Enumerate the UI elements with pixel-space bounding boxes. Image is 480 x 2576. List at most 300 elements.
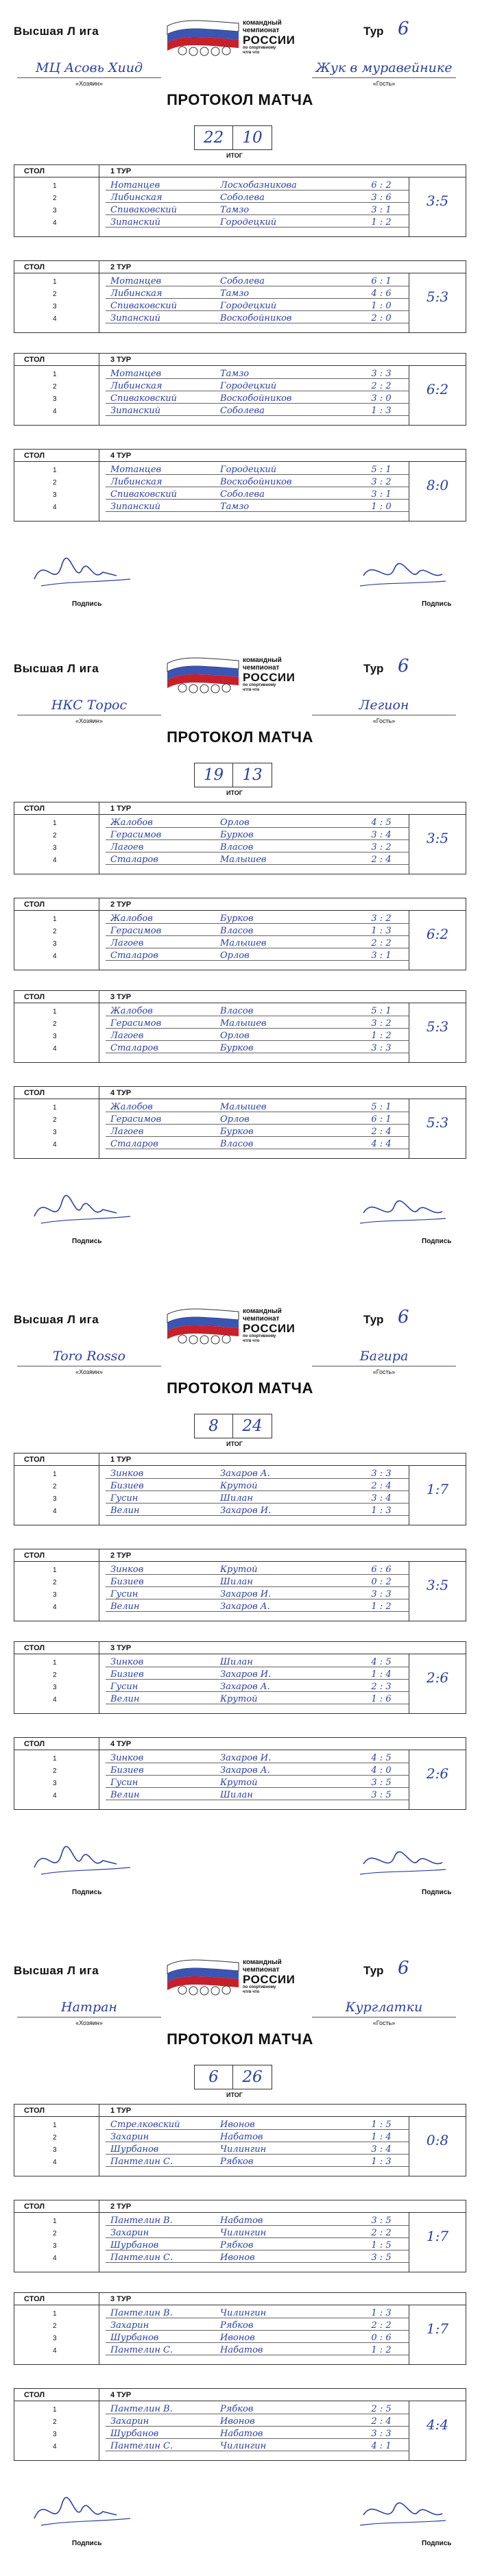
- round-label: 4 ТУР: [110, 1089, 132, 1097]
- table-number: 1: [53, 2310, 57, 2318]
- logo-caption: командный чемпионат РОССИИ по спортивному чтгв что: [243, 19, 296, 55]
- game-score: 1 : 2: [371, 217, 392, 228]
- round-table: [14, 802, 466, 874]
- table-row: [14, 2320, 466, 2332]
- game-score: 6 : 1: [371, 1114, 392, 1125]
- game-score: 4 : 4: [371, 1139, 392, 1149]
- guest-signature: [322, 1837, 459, 1905]
- game-score: 3 : 1: [371, 489, 392, 500]
- home-player: Шурбанов: [110, 2333, 159, 2343]
- table-column-header: СТОЛ: [24, 1644, 45, 1652]
- game-score: 2 : 5: [371, 2404, 392, 2414]
- game-score: 1 : 3: [371, 2308, 392, 2318]
- table-row: [14, 217, 466, 229]
- guest-player: Воскобойников: [220, 313, 292, 323]
- game-score: 3 : 3: [371, 1469, 392, 1479]
- table-number: 2: [53, 195, 57, 202]
- guest-player: Орлов: [220, 950, 250, 961]
- guest-player: Рябков: [220, 2157, 254, 2167]
- home-player: Велин: [110, 1694, 140, 1704]
- table-row: [14, 300, 466, 312]
- home-role: «Хозяин»: [75, 1369, 103, 1375]
- table-number: 1: [53, 916, 57, 923]
- home-player: Сталаров: [110, 855, 158, 865]
- game-score: 2 : 4: [371, 855, 392, 865]
- home-player: Зипанский: [110, 313, 160, 323]
- guest-team-name: Багира: [359, 1349, 409, 1364]
- table-row: [14, 368, 466, 380]
- table-row: [14, 1669, 466, 1681]
- round-label: 2 ТУР: [110, 2203, 132, 2211]
- home-player: Зипанский: [110, 406, 160, 416]
- home-player: Шурбанов: [110, 2144, 159, 2155]
- table-row: [14, 501, 466, 513]
- game-score: 1 : 0: [371, 301, 392, 311]
- table-row: [14, 405, 466, 417]
- table-number: 3: [53, 395, 57, 403]
- round-label: 1 ТУР: [110, 167, 132, 175]
- league-title: Высшая Л ига: [14, 1964, 99, 1977]
- game-score: 4 : 6: [371, 289, 392, 299]
- table-number: 4: [53, 219, 57, 227]
- guest-score: 13: [233, 763, 272, 787]
- table-row: [14, 1101, 466, 1114]
- home-player: Сталаров: [110, 1043, 158, 1053]
- guest-player: Набатов: [220, 2132, 263, 2142]
- guest-player: Малышев: [220, 1018, 267, 1029]
- guest-player: Тамзо: [220, 205, 250, 215]
- table-row: [14, 2403, 466, 2416]
- championship-logo: [162, 1302, 316, 1345]
- guest-player: Захаров И.: [220, 1669, 272, 1680]
- game-score: 3 : 3: [371, 1043, 392, 1053]
- guest-player: Захаров И.: [220, 1506, 272, 1516]
- home-team: [10, 1349, 168, 1377]
- table-column-header: СТОЛ: [24, 2203, 45, 2211]
- game-score: 5 : 1: [371, 1006, 392, 1016]
- table-row: [14, 275, 466, 288]
- game-score: 2 : 2: [371, 938, 392, 948]
- championship-logo: [162, 1953, 316, 1996]
- round-header: [14, 898, 466, 911]
- home-player: Гусин: [110, 1778, 139, 1788]
- table-row: [14, 1656, 466, 1669]
- table-column-header: СТОЛ: [24, 2391, 45, 2399]
- game-score: 4 : 1: [371, 2441, 392, 2451]
- round-total: 5:3: [426, 1018, 449, 1035]
- home-player: Бизиев: [110, 1765, 144, 1776]
- home-role: «Хозяин»: [75, 2020, 103, 2026]
- guest-player: Городецкий: [220, 465, 277, 475]
- guest-player: Власов: [220, 842, 254, 852]
- game-score: 4 : 5: [371, 818, 392, 828]
- game-score: 3 : 3: [371, 369, 392, 379]
- home-player: Жалобов: [110, 1006, 153, 1016]
- round-header: [14, 991, 466, 1003]
- home-player: Мотанцев: [110, 276, 162, 286]
- table-number: 4: [53, 2443, 57, 2451]
- table-number: 3: [53, 491, 57, 499]
- round-header: [14, 1453, 466, 1466]
- table-row: [14, 393, 466, 405]
- game-score: 1 : 5: [371, 2120, 392, 2130]
- table-number: 3: [53, 207, 57, 214]
- home-player: Пантелин С.: [110, 2345, 173, 2355]
- table-row: [14, 913, 466, 925]
- home-score: 8: [194, 1414, 233, 1438]
- table-number: 2: [53, 2418, 57, 2426]
- table-number: 3: [53, 1780, 57, 1787]
- home-player: Зинков: [110, 1469, 144, 1479]
- table-row: [14, 1030, 466, 1042]
- guest-player: Шилан: [220, 1577, 253, 1587]
- guest-player: Крутой: [220, 1778, 258, 1788]
- guest-team: [305, 60, 463, 89]
- home-player: Зинков: [110, 1657, 144, 1667]
- table-row: [14, 1588, 466, 1601]
- guest-player: Малышев: [220, 1102, 267, 1112]
- guest-team-name: Курглатки: [345, 2000, 423, 2015]
- table-row: [14, 464, 466, 476]
- logo-caption: командный чемпионат РОССИИ по спортивному чтгв что: [243, 657, 296, 692]
- table-row: [14, 925, 466, 937]
- home-signature: [27, 548, 165, 617]
- table-row: [14, 1601, 466, 1613]
- signature-scribble: [27, 548, 165, 603]
- match-protocol: [0, 637, 480, 1275]
- signature-scribble: [322, 1837, 459, 1891]
- game-score: 2 : 0: [371, 313, 392, 323]
- signature-label: Подпись: [72, 1238, 102, 1245]
- signature-scribble: [27, 2488, 165, 2542]
- round-total: 2:6: [426, 1669, 449, 1686]
- guest-player: Ивонов: [220, 2416, 255, 2427]
- table-number: 1: [53, 2218, 57, 2225]
- table-row: [14, 380, 466, 393]
- home-player: Бизиев: [110, 1577, 144, 1587]
- guest-player: Власов: [220, 926, 254, 936]
- table-number: 2: [53, 1767, 57, 1775]
- guest-player: Ивонов: [220, 2253, 255, 2263]
- table-row: [14, 312, 466, 325]
- table-row: [14, 2215, 466, 2227]
- game-score: 4 : 5: [371, 1657, 392, 1667]
- table-row: [14, 2240, 466, 2252]
- table-number: 3: [53, 940, 57, 948]
- tour-label: Тур: [363, 1964, 384, 1977]
- table-number: 1: [53, 2406, 57, 2414]
- table-number: 3: [53, 1591, 57, 1599]
- table-column-header: СТОЛ: [24, 452, 45, 460]
- game-score: 1 : 2: [371, 1031, 392, 1041]
- game-score: 1 : 3: [371, 2157, 392, 2167]
- championship-logo: [162, 14, 316, 56]
- guest-player: Набатов: [220, 2429, 263, 2439]
- match-protocol: [0, 0, 480, 637]
- round-total: 5:3: [426, 289, 449, 305]
- home-player: Велин: [110, 1506, 140, 1516]
- league-title: Высшая Л ига: [14, 662, 99, 675]
- signature-label: Подпись: [72, 1889, 102, 1896]
- round-header: [14, 2200, 466, 2213]
- table-column-header: СТОЛ: [24, 1740, 45, 1748]
- table-number: 4: [53, 504, 57, 511]
- guest-player: Захаров А.: [220, 1602, 270, 1612]
- guest-signature: [322, 2488, 459, 2556]
- signature-scribble: [27, 1186, 165, 1240]
- guest-player: Чилингин: [220, 2308, 267, 2318]
- total-label: ИТОГ: [226, 1440, 243, 1447]
- home-player: Жалобов: [110, 913, 153, 924]
- table-number: 2: [53, 383, 57, 391]
- home-team: [10, 698, 168, 726]
- table-number: 4: [53, 408, 57, 415]
- round-table: [14, 1641, 466, 1714]
- home-player: Мотанцев: [110, 465, 162, 475]
- round-table: [14, 2200, 466, 2272]
- game-score: 1 : 0: [371, 502, 392, 512]
- table-column-header: СТОЛ: [24, 993, 45, 1001]
- guest-player: Воскобойников: [220, 393, 292, 404]
- home-player: Лагоев: [110, 1127, 144, 1137]
- game-score: 2 : 4: [371, 2416, 392, 2427]
- game-score: 3 : 4: [371, 1493, 392, 1504]
- table-row: [14, 1765, 466, 1777]
- table-row: [14, 489, 466, 501]
- game-score: 0 : 6: [371, 2333, 392, 2343]
- round-table: [14, 1737, 466, 1810]
- table-column-header: СТОЛ: [24, 900, 45, 909]
- guest-player: Шилан: [220, 1493, 253, 1504]
- home-player: Спиваковский: [110, 301, 177, 311]
- table-number: 1: [53, 1104, 57, 1112]
- table-column-header: СТОЛ: [24, 356, 45, 364]
- table-row: [14, 829, 466, 842]
- home-player: Либинская: [110, 193, 163, 203]
- game-score: 6 : 2: [371, 180, 392, 191]
- table-row: [14, 1752, 466, 1765]
- guest-player: Орлов: [220, 818, 250, 828]
- home-player: Герасимов: [110, 1114, 162, 1125]
- league-title: Высшая Л ига: [14, 25, 99, 38]
- table-number: 4: [53, 315, 57, 323]
- flag-icon: [162, 1302, 244, 1345]
- round-table: [14, 2388, 466, 2461]
- game-score: 3 : 2: [371, 842, 392, 852]
- table-row: [14, 288, 466, 300]
- round-total: 5:3: [426, 1114, 449, 1131]
- table-row: [14, 1564, 466, 1576]
- signature-scribble: [322, 1186, 459, 1240]
- table-row: [14, 1789, 466, 1802]
- guest-player: Рябков: [220, 2404, 254, 2414]
- table-number: 4: [53, 1604, 57, 1611]
- guest-player: Шилан: [220, 1657, 253, 1667]
- round-label: 3 ТУР: [110, 2295, 132, 2303]
- guest-score: 26: [233, 2065, 272, 2089]
- total-score: [194, 2065, 272, 2089]
- game-score: 6 : 6: [371, 1565, 392, 1575]
- table-number: 3: [53, 844, 57, 852]
- table-row: [14, 1493, 466, 1505]
- table-row: [14, 180, 466, 192]
- total-score: [194, 125, 272, 150]
- table-number: 3: [53, 2242, 57, 2250]
- home-player: Пантелин С.: [110, 2253, 173, 2263]
- guest-player: Орлов: [220, 1114, 250, 1125]
- round-header: [14, 1549, 466, 1562]
- round-label: 1 ТУР: [110, 805, 132, 813]
- total-label: ИТОГ: [226, 2092, 243, 2098]
- game-score: 3 : 2: [371, 1018, 392, 1029]
- table-column-header: СТОЛ: [24, 1456, 45, 1464]
- table-row: [14, 1114, 466, 1126]
- table-row: [14, 192, 466, 204]
- home-player: Шурбанов: [110, 2240, 159, 2250]
- table-row: [14, 2227, 466, 2240]
- guest-player: Рябков: [220, 2240, 254, 2250]
- table-number: 1: [53, 1567, 57, 1574]
- table-column-header: СТОЛ: [24, 2107, 45, 2115]
- table-number: 4: [53, 1792, 57, 1800]
- round-table: [14, 898, 466, 970]
- table-row: [14, 1576, 466, 1588]
- round-total: 8:0: [426, 477, 449, 493]
- home-player: Сталаров: [110, 1139, 158, 1149]
- game-score: 2 : 2: [371, 2320, 392, 2331]
- table-number: 3: [53, 2431, 57, 2438]
- home-team-name: Toro Rosso: [53, 1349, 125, 1364]
- table-number: 1: [53, 467, 57, 474]
- round-header: [14, 165, 466, 177]
- game-score: 3 : 3: [371, 2429, 392, 2439]
- guest-signature: [322, 1186, 459, 1254]
- guest-role: «Гость»: [372, 1369, 396, 1375]
- tour-number: 6: [398, 656, 409, 676]
- flag-icon: [162, 651, 244, 694]
- protocol-title: ПРОТОКОЛ МАТЧА: [167, 1379, 313, 1397]
- table-number: 1: [53, 1659, 57, 1667]
- signature-label: Подпись: [422, 1889, 452, 1896]
- table-row: [14, 1681, 466, 1693]
- table-number: 1: [53, 371, 57, 378]
- round-table: [14, 449, 466, 522]
- table-number: 2: [53, 291, 57, 298]
- guest-player: Захаров А.: [220, 1765, 270, 1776]
- table-column-header: СТОЛ: [24, 167, 45, 175]
- guest-player: Власов: [220, 1139, 254, 1149]
- round-label: 3 ТУР: [110, 993, 132, 1001]
- table-number: 1: [53, 1471, 57, 1478]
- guest-score: 10: [233, 125, 272, 150]
- round-table: [14, 1086, 466, 1159]
- guest-player: Шилан: [220, 1790, 253, 1800]
- table-row: [14, 2131, 466, 2144]
- round-total: 4:4: [426, 2416, 449, 2433]
- table-column-header: СТОЛ: [24, 1551, 45, 1560]
- table-row: [14, 1126, 466, 1138]
- tour-number: 6: [398, 1958, 409, 1978]
- table-row: [14, 817, 466, 829]
- table-number: 2: [53, 1579, 57, 1586]
- home-player: Шурбанов: [110, 2429, 159, 2439]
- round-table: [14, 1549, 466, 1621]
- guest-player: Соболева: [220, 193, 265, 203]
- guest-player: Крутой: [220, 1694, 258, 1704]
- home-player: Жалобов: [110, 818, 153, 828]
- game-score: 1 : 3: [371, 1506, 392, 1516]
- round-total: 6:2: [426, 926, 449, 942]
- round-total: 3:5: [426, 830, 449, 846]
- table-number: 3: [53, 1033, 57, 1040]
- table-number: 2: [53, 479, 57, 487]
- game-score: 2 : 4: [371, 1481, 392, 1491]
- guest-player: Малышев: [220, 855, 267, 865]
- championship-logo: [162, 651, 316, 694]
- guest-player: Малышев: [220, 938, 267, 948]
- signature-scribble: [322, 2488, 459, 2542]
- table-column-header: СТОЛ: [24, 2295, 45, 2303]
- table-number: 3: [53, 2146, 57, 2154]
- table-number: 4: [53, 1045, 57, 1053]
- home-player: Герасимов: [110, 830, 162, 840]
- table-row: [14, 1018, 466, 1030]
- table-row: [14, 1468, 466, 1480]
- signature-scribble: [322, 548, 459, 603]
- home-player: Велин: [110, 1790, 140, 1800]
- table-number: 3: [53, 1684, 57, 1691]
- game-score: 0 : 2: [371, 1577, 392, 1587]
- game-score: 3 : 5: [371, 2216, 392, 2226]
- table-row: [14, 2344, 466, 2357]
- signature-label: Подпись: [72, 2540, 102, 2547]
- round-label: 1 ТУР: [110, 1456, 132, 1464]
- game-score: 3 : 4: [371, 830, 392, 840]
- guest-player: Бурков: [220, 1043, 254, 1053]
- tour-label: Тур: [363, 662, 384, 675]
- home-player: Герасимов: [110, 1018, 162, 1029]
- game-score: 3 : 6: [371, 193, 392, 203]
- round-label: 2 ТУР: [110, 1551, 132, 1560]
- table-row: [14, 1138, 466, 1151]
- protocol-title: ПРОТОКОЛ МАТЧА: [167, 2031, 313, 2048]
- table-number: 4: [53, 1508, 57, 1515]
- guest-player: Крутой: [220, 1481, 258, 1491]
- round-header: [14, 450, 466, 462]
- home-player: Спиваковский: [110, 205, 177, 215]
- guest-signature: [322, 548, 459, 617]
- home-player: Пантелин С.: [110, 2157, 173, 2167]
- guest-player: Орлов: [220, 1031, 250, 1041]
- home-player: Лагоев: [110, 1031, 144, 1041]
- table-column-header: СТОЛ: [24, 263, 45, 271]
- round-table: [14, 990, 466, 1063]
- round-header: [14, 261, 466, 273]
- table-number: 3: [53, 2335, 57, 2342]
- game-score: 2 : 2: [371, 2228, 392, 2238]
- table-row: [14, 937, 466, 950]
- round-total: 2:6: [426, 1765, 449, 1782]
- guest-player: Соболева: [220, 489, 265, 500]
- table-number: 2: [53, 2230, 57, 2237]
- guest-player: Тамзо: [220, 502, 250, 512]
- guest-score: 24: [233, 1414, 272, 1438]
- table-number: 2: [53, 1116, 57, 1124]
- home-player: Зипанский: [110, 217, 160, 228]
- round-header: [14, 354, 466, 366]
- guest-player: Городецкий: [220, 381, 277, 391]
- home-team-name: Натран: [61, 2000, 117, 2015]
